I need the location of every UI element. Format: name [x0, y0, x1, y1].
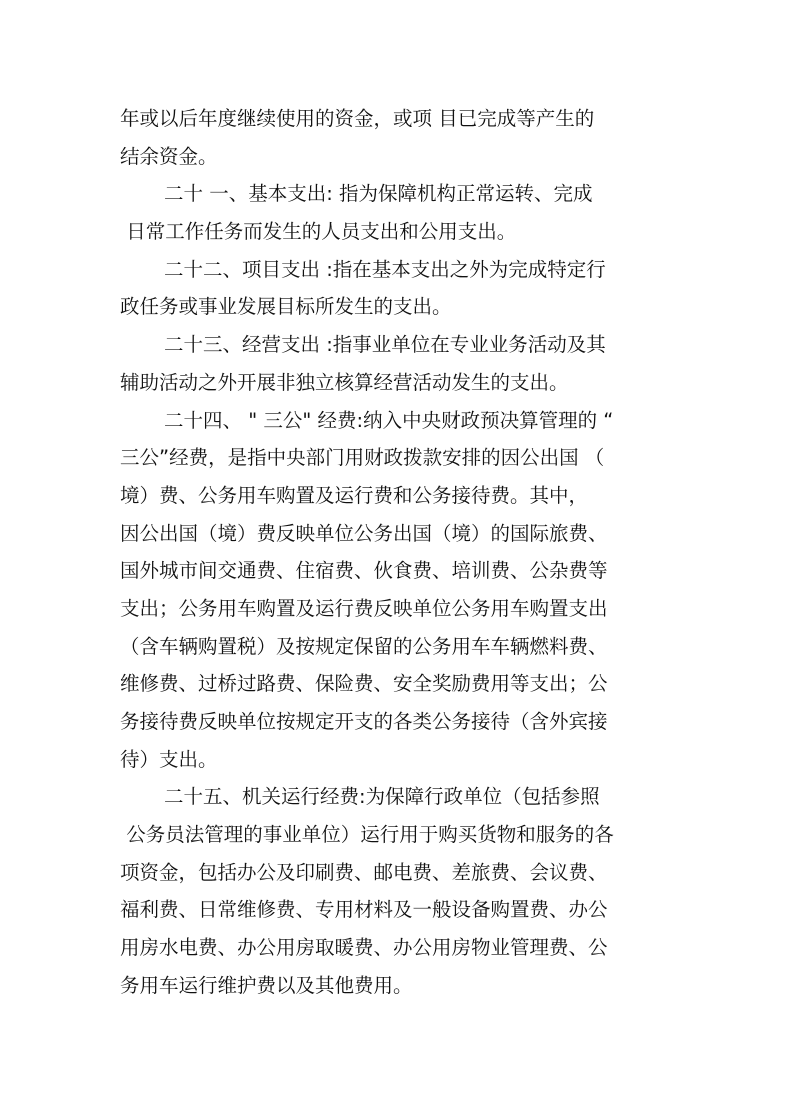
text-line: 年或以后年度继续使用的资金，或项 目已完成等产生的: [120, 107, 595, 130]
text-line: 二十四、 " 三公" 经费:纳入中央财政预决算管理的 “: [164, 408, 614, 432]
text-line: 二十三、经营支出 :指事业单位在专业业务活动及其: [164, 333, 606, 357]
text-line: 因公出国（境）费反映单位公务出国（境）的国际旅费、: [120, 521, 608, 545]
text-line: 待）支出。: [120, 747, 218, 771]
text-line: 务接待费反映单位按规定开支的各类公务接待（含外宾接: [120, 710, 608, 733]
text-line: （含车辆购置税）及按规定保留的公务用车车辆燃料费、: [120, 634, 608, 658]
text-line: 二十二、项目支出 :指在基本支出之外为完成特定行: [164, 257, 606, 281]
text-line: 二十五、机关运行经费:为保障行政单位（包括参照: [164, 785, 600, 809]
text-line: 公务员法管理的事业单位）运行用于购买货物和服务的各: [120, 823, 614, 847]
text-line: 维修费、过桥过路费、保险费、安全奖励费用等支出；公: [120, 672, 608, 696]
text-line: 三公”经费，是指中央部门用财政拨款安排的因公出国 （: [120, 446, 605, 470]
text-line: 日常工作任务而发生的人员支出和公用支出。: [120, 220, 517, 244]
text-line: 二十 一、基本支出: 指为保障机构正常运转、完成: [164, 182, 593, 206]
body-text: [120, 100, 680, 1005]
text-line: 务用车运行维护费以及其他费用。: [120, 973, 413, 997]
text-line: 政任务或事业发展目标所发生的支出。: [120, 295, 452, 319]
text-line: 结余资金。: [120, 144, 218, 168]
text-line: 用房水电费、办公用房取暖费、办公用房物业管理费、公: [120, 936, 608, 960]
text-line: 境）费、公务用车购置及运行费和公务接待费。其中，: [120, 483, 589, 507]
text-line: 支出；公务用车购置及运行费反映单位公务用车购置支出: [120, 596, 608, 620]
text-line: 项资金，包括办公及印刷费、邮电费、差旅费、会议费、: [120, 860, 608, 884]
text-line: 国外城市间交通费、住宿费、伙食费、培训费、公杂费等: [120, 559, 608, 583]
text-line: 福利费、日常维修费、专用材料及一般设备购置费、办公: [120, 898, 608, 922]
text-line: 辅助活动之外开展非独立核算经营活动发生的支出。: [120, 370, 569, 394]
